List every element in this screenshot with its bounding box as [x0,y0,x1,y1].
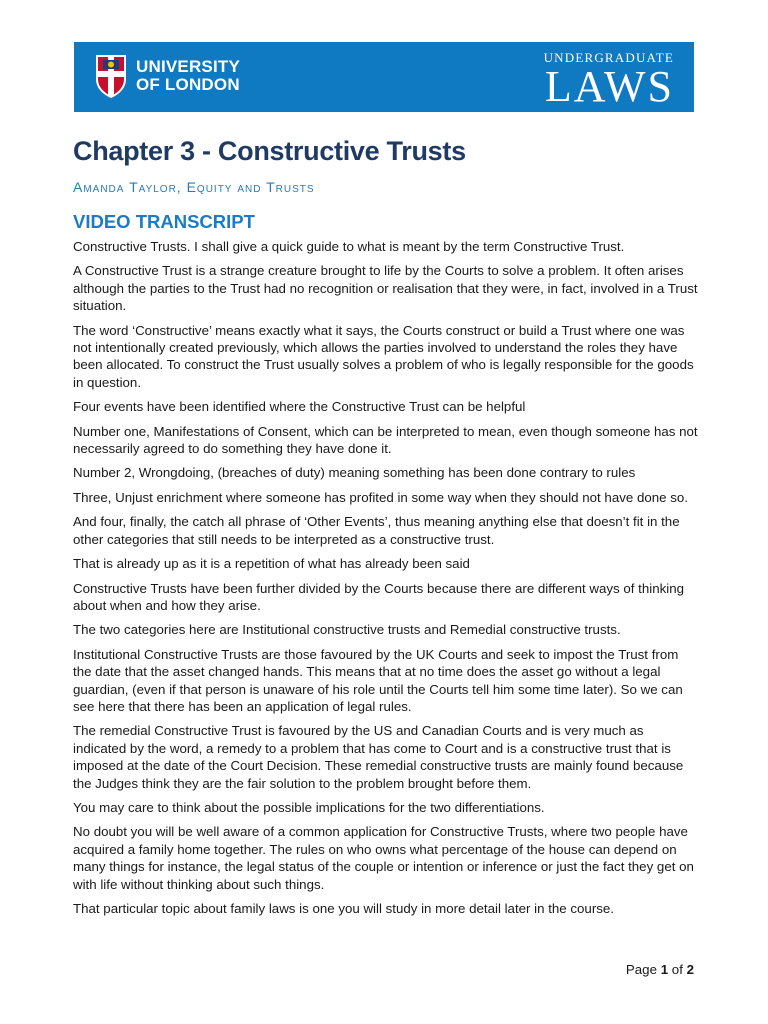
transcript-paragraph: The two categories here are Institutional constructive trusts and Remedial constructive trusts. [73,622,621,638]
header-banner [74,42,694,112]
author-line: Amanda Taylor, Equity and Trusts [73,179,315,195]
total-pages: 2 [686,962,694,977]
university-crest-icon [94,53,128,99]
document-body [73,132,698,924]
transcript-paragraph: That is already up as it is a repetition of what has already been said [73,556,470,572]
laws-title: LAWS [544,62,674,111]
transcript-paragraph: The word ‘Constructive’ means exactly what it says, the Courts construct or build a Trust where one was not intentionally created previously, which allows the parties involved to understand the roles they have been allocated. To construct the Trust usually solves a problem of who is legally responsible for the goods in question. [73,322,694,390]
transcript-paragraph: That particular topic about family laws is one you will study in more detail later in the course. [73,901,614,916]
transcript-paragraph: Three, Unjust enrichment where someone has profited in some way when they should not have done so. [73,489,688,505]
transcript-paragraph: Constructive Trusts have been further divided by the Courts because there are different ways of thinking about when and how they arise. [73,580,685,613]
undergraduate-laws-logo [544,50,674,109]
university-line2: OF LONDON [136,75,240,94]
of-word: of [671,962,683,977]
transcript-paragraph: Number 2, Wrongdoing, (breaches of duty) meaning something has been done contrary to rules [73,465,636,481]
university-line1: UNIVERSITY [136,57,241,76]
transcript-paragraph: No doubt you will be well aware of a common application for Constructive Trusts, where two people have acquired a family home together. The rules on who owns what percentage of the house can depend on many things for instance, the legal status of the couple or intention or inference or just the fact they get on with life without thinking about such things. [73,824,694,892]
transcript-paragraph: Constructive Trusts. I shall give a quick guide to what is meant by the term Constructive Trust. [73,239,625,254]
transcript-paragraph: Number one, Manifestations of Consent, which can be interpreted to mean, even though someone has not necessarily agreed to do something they have done it. [73,423,698,457]
transcript-paragraph: The remedial Constructive Trust is favoured by the US and Canadian Courts and is very much as indicated by the word, a remedy to a problem that has come to Court and is a constructive trust that is imposed at the date of the Court Decision. These remedial constructive trusts are mainly found because the Judges think they are the fair solution to the problem brought before them. [73,723,684,791]
university-logo [94,53,240,99]
transcript-paragraph: A Constructive Trust is a strange creature brought to life by the Courts to solve a problem. It often arises although the parties to the Trust had no recognition or realisation that they were, in fact, involved in a Trust situation. [73,263,698,314]
laws-subtitle: UNDERGRADUATE [543,50,674,65]
current-page: 1 [660,962,669,977]
chapter-title: Chapter 3 - Constructive Trusts [73,136,466,166]
transcript-paragraphs [73,238,698,917]
transcript-paragraph: And four, finally, the catch all phrase of ‘Other Events’, thus meaning anything else that doesn’t fit in the other categories that still needs to be interpreted as a constructive trust. [73,514,680,547]
transcript-paragraph: Four events have been identified where the Constructive Trust can be helpful [73,399,526,415]
page-number [626,962,694,977]
section-heading: VIDEO TRANSCRIPT [73,211,255,232]
transcript-paragraph: You may care to think about the possible implications for the two differentiations. [73,799,545,815]
transcript-paragraph: Institutional Constructive Trusts are those favoured by the UK Courts and seek to impost the Trust from the date that the asset changed hands. This means that at no time does the asset go without a legal guardian, (even if that person is unaware of his role until the Courts tell him some time later). So we can see here that there has been an application of legal rules. [73,646,683,714]
university-name [136,58,240,94]
page-word: Page [625,962,657,977]
